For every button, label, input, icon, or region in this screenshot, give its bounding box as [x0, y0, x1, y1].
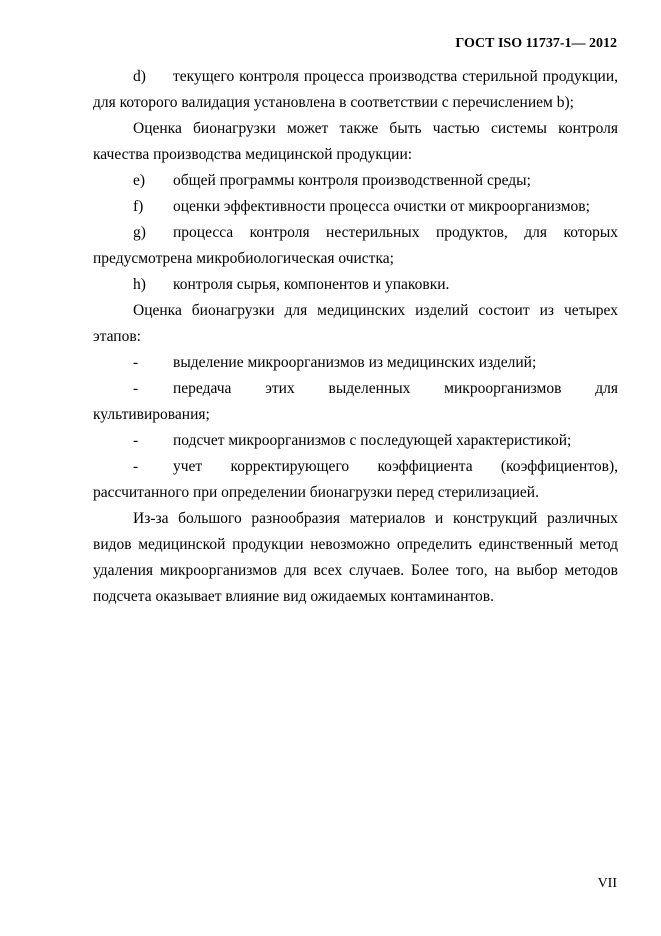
list-marker: -: [133, 354, 139, 371]
list-marker: f): [133, 198, 144, 215]
paragraph-stages-intro: Оценка бионагрузки для медицинских изделий состоит из четырех этапов:: [93, 302, 618, 345]
list-item-text: процесса контроля нестерильных продуктов, для которых предусмотрена микробиологическая очистка;: [93, 224, 618, 267]
list-item-text: контроля сырья, компонентов и упаковки.: [173, 276, 450, 293]
list-item-f: [93, 194, 618, 220]
stage-item-2: [93, 376, 618, 428]
page-number: VII: [597, 876, 617, 891]
list-item-e: [93, 168, 618, 194]
document-header: [455, 36, 617, 52]
standard-designation: ГОСТ ISO 11737-1— 2012: [455, 36, 617, 51]
list-marker: -: [133, 432, 139, 449]
list-item-d: [93, 64, 618, 116]
list-item-g: [93, 220, 618, 272]
list-marker: -: [133, 458, 139, 475]
list-item-text: оценки эффективности процесса очистки от микроорганизмов;: [173, 198, 590, 215]
list-marker: h): [133, 276, 146, 293]
list-marker: g): [133, 224, 146, 241]
list-item-text: выделение микроорганизмов из медицинских изделий;: [173, 354, 537, 371]
list-item-text: передача этих выделенных микроорганизмов для культивирования;: [93, 380, 618, 423]
list-item-text: подсчет микроорганизмов с последующей характеристикой;: [173, 432, 572, 449]
list-item-text: общей программы контроля производственной среды;: [173, 172, 531, 189]
paragraph-quality-control: Оценка бионагрузки может также быть частью системы контроля качества производства медицинской продукции:: [93, 120, 618, 163]
page-body: [93, 64, 618, 610]
list-marker: d): [133, 68, 146, 85]
list-item-text: учет корректирующего коэффициента (коэффициентов), рассчитанного при определении бионагрузки перед стерилизацией.: [93, 458, 618, 501]
list-item-h: [93, 272, 618, 298]
list-marker: e): [133, 172, 146, 189]
list-marker: -: [133, 380, 139, 397]
stage-item-1: [93, 350, 618, 376]
stage-item-3: [93, 428, 618, 454]
stage-item-4: [93, 454, 618, 506]
paragraph-method-diversity: Из-за большого разнообразия материалов и конструкций различных видов медицинской продукции невозможно определить единственный метод удаления микроорганизмов для всех случаев. Более того, на выбор методов подсчета оказывает влияние вид ожидаемых контаминантов.: [93, 510, 618, 605]
list-item-text: текущего контроля процесса производства стерильной продукции, для которого валидация установлена в соответствии с перечислением b);: [93, 68, 618, 111]
